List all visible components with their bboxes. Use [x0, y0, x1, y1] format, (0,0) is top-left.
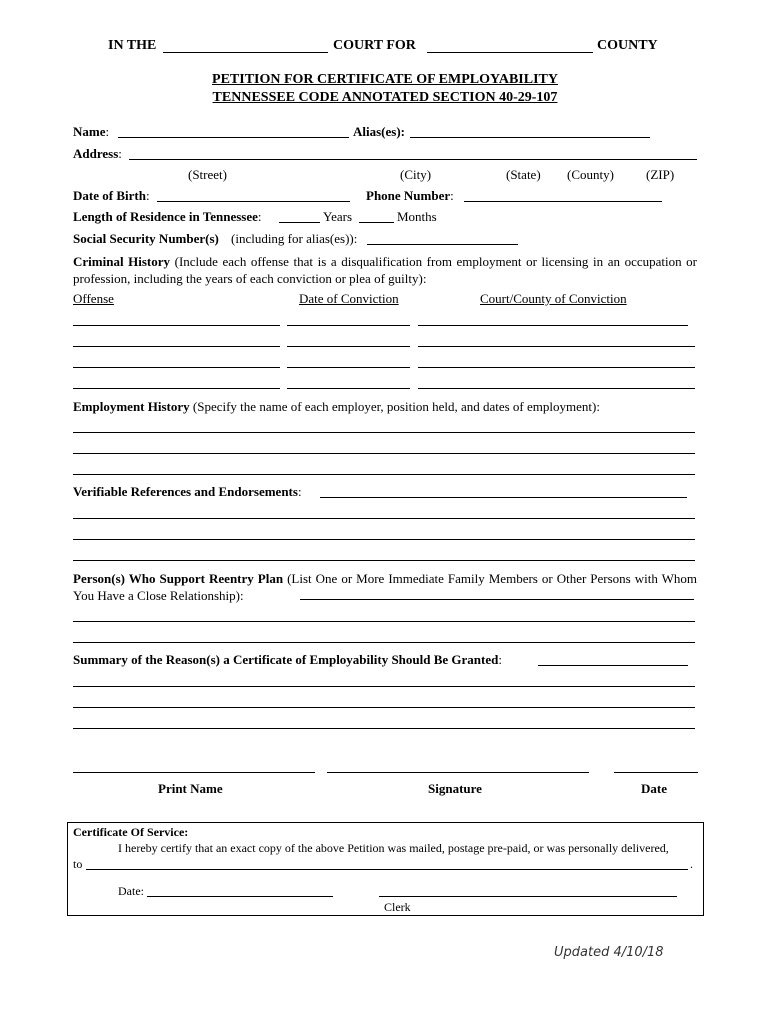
- ssn-field[interactable]: [367, 244, 518, 245]
- zip-caption: (ZIP): [646, 167, 675, 182]
- certificate-text: I hereby certify that an exact copy of the above Petition was mailed, postage pre-paid, or was personally delivered,: [118, 841, 669, 855]
- summary-label: Summary of the Reason(s) a Certificate of Employability Should Be Granted: [73, 652, 499, 667]
- certificate-period: .: [690, 857, 693, 871]
- months-label: Months: [397, 209, 437, 224]
- phone-label: Phone Number: [366, 188, 451, 203]
- conviction-court-field[interactable]: [418, 325, 688, 326]
- name-field[interactable]: [118, 137, 349, 138]
- address-label-wrap: Address:: [73, 146, 122, 161]
- offense-field[interactable]: [73, 388, 280, 389]
- county-name-field[interactable]: [427, 52, 593, 53]
- signature-label: Signature: [428, 781, 482, 796]
- employment-history-line: [73, 399, 600, 415]
- dob-label: Date of Birth: [73, 188, 146, 203]
- in-the-label: IN THE: [108, 38, 157, 53]
- employment-field[interactable]: [73, 453, 695, 454]
- court-name-field[interactable]: [163, 52, 328, 53]
- references-field[interactable]: [320, 497, 687, 498]
- ssn-label: Social Security Number(s): [73, 231, 219, 246]
- criminal-history-label: Criminal History: [73, 254, 171, 269]
- address-label: Address: [73, 146, 119, 161]
- reentry-field[interactable]: [73, 642, 695, 643]
- phone-label-wrap: Phone Number:: [366, 188, 454, 203]
- form-title: PETITION FOR CERTIFICATE OF EMPLOYABILITY: [212, 72, 558, 87]
- conviction-date-field[interactable]: [287, 346, 410, 347]
- street-caption: (Street): [188, 167, 227, 182]
- reentry-field[interactable]: [300, 599, 694, 600]
- summary-field[interactable]: [73, 686, 695, 687]
- certificate-recipient-field[interactable]: [86, 869, 688, 870]
- ssn-note: (including for alias(es)):: [231, 231, 358, 246]
- clerk-signature-field[interactable]: [379, 896, 677, 897]
- print-name-field[interactable]: [73, 772, 315, 773]
- county-label: COUNTY: [597, 38, 658, 53]
- summary-field[interactable]: [73, 728, 695, 729]
- residence-label-wrap: Length of Residence in Tennessee:: [73, 209, 262, 224]
- employment-field[interactable]: [73, 474, 695, 475]
- conviction-court-field[interactable]: [418, 388, 695, 389]
- years-label: Years: [323, 209, 353, 224]
- summary-field[interactable]: [73, 707, 695, 708]
- date-field[interactable]: [614, 772, 698, 773]
- offense-field[interactable]: [73, 367, 280, 368]
- months-field[interactable]: [359, 222, 394, 223]
- criminal-history-paragraph: [73, 253, 697, 287]
- references-label: Verifiable References and Endorsements: [73, 484, 298, 499]
- updated-date: Updated 4/10/18: [554, 945, 664, 960]
- certificate-date-field[interactable]: [147, 896, 333, 897]
- certificate-date-label: Date:: [118, 884, 144, 898]
- summary-label-wrap: Summary of the Reason(s) a Certificate of Employability Should Be Granted:: [73, 652, 502, 667]
- signature-field[interactable]: [327, 772, 589, 773]
- employment-field[interactable]: [73, 432, 695, 433]
- court-column-header: Court/County of Conviction: [480, 291, 627, 306]
- references-field[interactable]: [73, 518, 695, 519]
- reentry-text: (List One or More Immediate Family Members or Other Persons with Whom You Have a Close Relationship):: [73, 571, 698, 603]
- court-for-label: COURT FOR: [333, 38, 416, 53]
- reentry-field[interactable]: [73, 621, 695, 622]
- city-caption: (City): [400, 167, 432, 182]
- dob-field[interactable]: [157, 201, 350, 202]
- conviction-court-field[interactable]: [418, 367, 695, 368]
- references-field[interactable]: [73, 539, 695, 540]
- dob-label-wrap: Date of Birth:: [73, 188, 150, 203]
- offense-field[interactable]: [73, 325, 280, 326]
- print-name-label: Print Name: [158, 781, 223, 796]
- alias-field[interactable]: [410, 137, 650, 138]
- state-caption: (State): [506, 167, 541, 182]
- offense-column-header: Offense: [73, 291, 114, 306]
- county-caption: (County): [567, 167, 614, 182]
- date-label: Date: [641, 781, 667, 796]
- alias-label: Alias(es):: [353, 124, 405, 139]
- offense-field[interactable]: [73, 346, 280, 347]
- clerk-label: Clerk: [384, 900, 411, 914]
- references-label-wrap: Verifiable References and Endorsements:: [73, 484, 302, 499]
- form-subtitle: TENNESSEE CODE ANNOTATED SECTION 40-29-107: [212, 90, 558, 105]
- conviction-date-field[interactable]: [287, 325, 410, 326]
- residence-label: Length of Residence in Tennessee: [73, 209, 258, 224]
- employment-history-text: (Specify the name of each employer, position held, and dates of employment):: [192, 399, 600, 414]
- criminal-history-text: (Include each offense that is a disqualification from employment or licensing in an occupation or profession, including the years of each conviction or plea of guilty):: [73, 254, 698, 286]
- conviction-date-field[interactable]: [287, 367, 410, 368]
- conviction-court-field[interactable]: [418, 346, 695, 347]
- date-column-header: Date of Conviction: [299, 291, 399, 306]
- years-field[interactable]: [279, 222, 320, 223]
- certificate-title: Certificate Of Service:: [73, 825, 189, 839]
- address-field[interactable]: [129, 159, 697, 160]
- employment-history-label: Employment History: [73, 399, 190, 414]
- phone-field[interactable]: [464, 201, 662, 202]
- certificate-to-label: to: [73, 857, 83, 871]
- summary-field[interactable]: [538, 665, 688, 666]
- references-field[interactable]: [73, 560, 695, 561]
- name-label: Name: [73, 124, 106, 139]
- reentry-label: Person(s) Who Support Reentry Plan: [73, 571, 284, 586]
- name-label-wrap: Name:: [73, 124, 110, 139]
- conviction-date-field[interactable]: [287, 388, 410, 389]
